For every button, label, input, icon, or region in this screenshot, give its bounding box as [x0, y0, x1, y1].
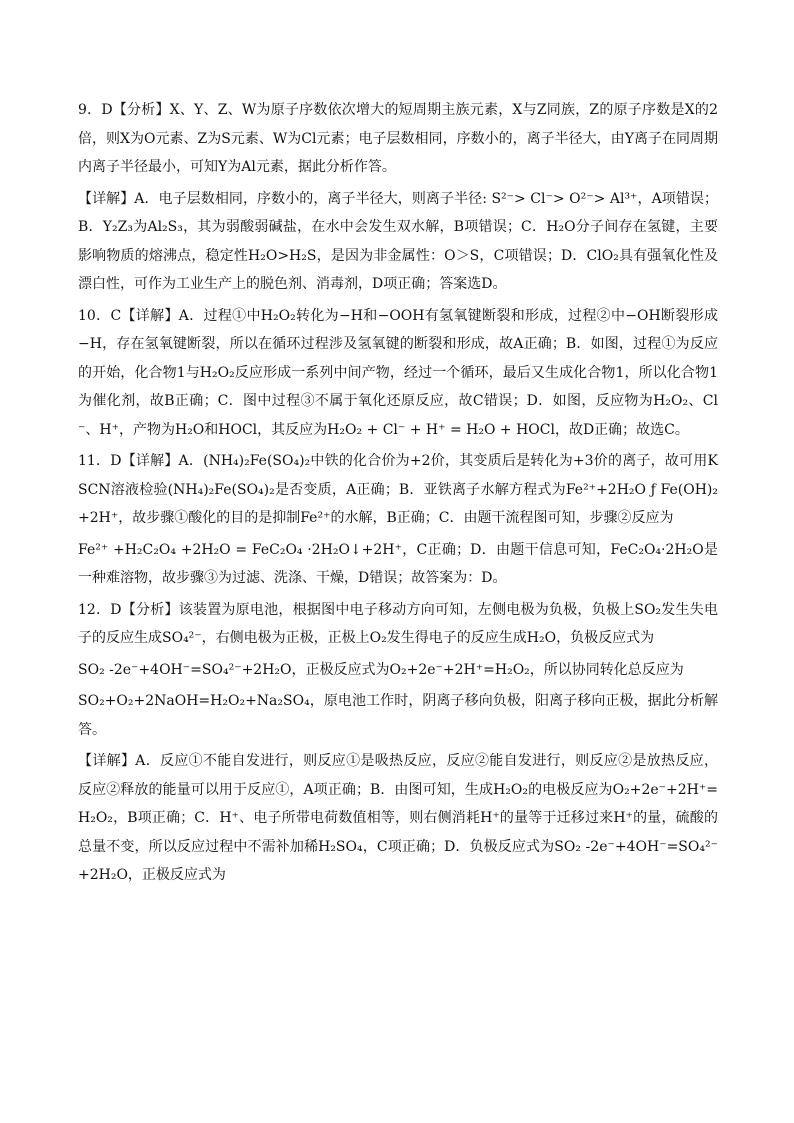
answer-document	[78, 96, 718, 893]
q9-analysis: 9．D【分析】X、Y、Z、W为原子序数依次增大的短周期主族元素，X与Z同族，Z的原子序数是X的2倍，则X为O元素、Z为S元素、W为Cl元素；电子层数相同，序数小的，离子半径大，由Y离子在同周期内离子半径最小，可知Y为Al元素，据此分析作答。	[78, 102, 718, 175]
q12-equations: SO₂ -2e⁻+4OH⁻=SO₄²⁻+2H₂O，正极反应式为O₂+2e⁻+2H⁺=H₂O₂，所以协同转化总反应为	[78, 661, 684, 678]
q11-detail: 11．D【详解】A．(NH₄)₂Fe(SO₄)₂中铁的化合价为+2价，其变质后是转化为+3价的离子，故可用KSCN溶液检验(NH₄)₂Fe(SO₄)₂是否变质，A正确；B．亚铁离子水解方程式为Fe²⁺+2H₂O ƒ Fe(OH)₂+2H⁺，故步骤①酸化的目的是抑制Fe²⁺的水解，B正确；C．由题干流程图可知，步骤②反应为	[78, 453, 718, 526]
q9-detail: 【详解】A．电子层数相同，序数小的，离子半径大，则离子半径: S²⁻> Cl⁻> O²⁻> Al³⁺，A项错误；B．Y₂Z₃为Al₂S₃，其为弱酸弱碱盐，在水中会发生双水解，B项错误；C．H₂O分子间存在氢键，主要影响物质的熔沸点，稳定性H₂O>H₂S，是因为非金属性：O＞S，C项错误；D．ClO₂具有强氧化性及漂白性，可作为工业生产上的脱色剂、消毒剂，D项正确；答案选D。	[78, 190, 718, 292]
q12-overall-reaction: SO₂+O₂+2NaOH=H₂O₂+Na₂SO₄，原电池工作时，阴离子移向负极，阳离子移向正极，据此分析解答。	[78, 693, 718, 738]
q10-detail: 10．C【详解】A．过程①中H₂O₂转化为−H和−OOH有氢氧键断裂和形成，过程②中−OH断裂形成−H，存在氢氧键断裂，所以在循环过程涉及氢氧键的断裂和形成，故A正确；B．如图，过程①为反应的开始，化合物1与H₂O₂反应形成一系列中间产物，经过一个循环，最后又生成化合物1，所以化合物1为催化剂，故B正确；C．图中过程③不属于氧化还原反应，故C错误；D．如图，反应物为H₂O₂、Cl⁻、H⁺，产物为H₂O和HOCl，其反应为H₂O₂ + Cl⁻ + H⁺ = H₂O + HOCl，故D正确；故选C。	[78, 307, 718, 438]
q12-detail: 【详解】A．反应①不能自发进行，则反应①是吸热反应，反应②能自发进行，则反应②是放热反应，反应②释放的能量可以用于反应①，A项正确；B．由图可知，生成H₂O₂的电极反应为O₂+2e⁻+2H⁺=H₂O₂，B项正确；C．H⁺、电子所带电荷数值相等，则右侧消耗H⁺的量等于迁移过来H⁺的量，硫酸的总量不变，所以反应过程中不需补加稀H₂SO₄，C项正确；D．负极反应式为SO₂ -2e⁻+4OH⁻=SO₄²⁻+2H₂O，正极反应式为	[78, 753, 718, 883]
q12-analysis: 12．D【分析】该装置为原电池，根据图中电子移动方向可知，左侧电极为负极，负极上SO₂发生失电子的反应生成SO₄²⁻，右侧电极为正极，正极上O₂发生得电子的反应生成H₂O，负极反应式为	[78, 601, 718, 646]
q11-equation: Fe²⁺ +H₂C₂O₄ +2H₂O = FeC₂O₄ ·2H₂O↓+2H⁺，C正确；D．由题干信息可知，FeC₂O₄·2H₂O是一种难溶物，故步骤③为过滤、洗涤、干燥，D错误；故答案为：D。	[78, 541, 718, 586]
